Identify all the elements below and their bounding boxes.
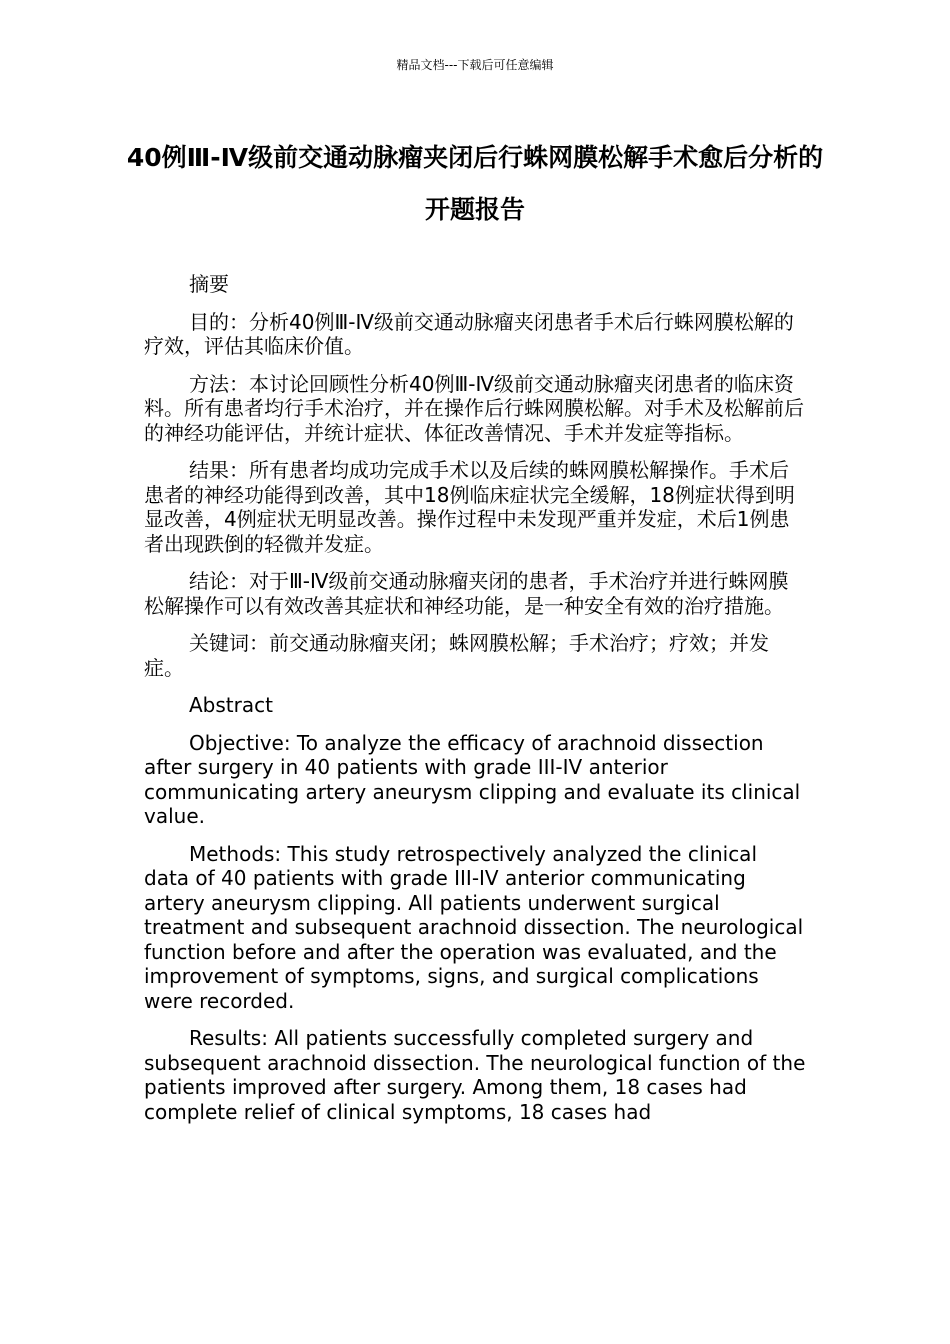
abstract-en-objective: Objective: To analyze the efficacy of arachnoid dissection after surgery in 40 patients with grade III-IV anterior communicating artery aneurysm clipping and evaluate its clinical value. <box>144 730 801 828</box>
document-title: 40例Ⅲ-Ⅳ级前交通动脉瘤夹闭后行蛛网膜松解手术愈后分析的开题报告 <box>126 143 824 224</box>
abstract-cn-conclusion: 结论：对于Ⅲ-Ⅳ级前交通动脉瘤夹闭的患者，手术治疗并进行蛛网膜松解操作可以有效改善其症状和神经功能，是一种安全有效的治疗措施。 <box>144 569 789 618</box>
abstract-cn-objective: 目的：分析40例Ⅲ-Ⅳ级前交通动脉瘤夹闭患者手术后行蛛网膜松解的疗效，评估其临床价值。 <box>144 309 794 358</box>
abstract-en-heading: Abstract <box>189 693 273 717</box>
abstract-cn-methods: 方法：本讨论回顾性分析40例Ⅲ-Ⅳ级前交通动脉瘤夹闭患者的临床资料。所有患者均行手术治疗，并在操作后行蛛网膜松解。对手术及松解前后的神经功能评估，并统计症状、体征改善情况、手术并发症等指标。 <box>144 371 804 445</box>
abstract-cn-results: 结果：所有患者均成功完成手术以及后续的蛛网膜松解操作。手术后患者的神经功能得到改善，其中18例临床症状完全缓解，18例症状得到明显改善，4例症状无明显改善。操作过程中未发现严重并发症，术后1例患者出现跌倒的轻微并发症。 <box>144 458 795 556</box>
document-body <box>144 272 807 1137</box>
abstract-en-methods: Methods: This study retrospectively analyzed the clinical data of 40 patients with grade III-IV anterior communicating artery aneurysm clipping. All patients underwent surgical treatment and subsequent arachnoid dissection. The neurological function before and after the operation was evaluated, and the improvement of symptoms, signs, and surgical complications were recorded. <box>144 841 804 1013</box>
abstract-en-results: Results: All patients successfully completed surgery and subsequent arachnoid dissection. The neurological function of the patients improved after surgery. Among them, 18 cases had complete relief of clinical symptoms, 18 cases had <box>144 1026 806 1124</box>
header-note: 精品文档---下载后可任意编辑 <box>396 58 554 72</box>
abstract-cn-keywords: 关键词：前交通动脉瘤夹闭；蛛网膜松解；手术治疗；疗效；并发症。 <box>144 631 769 680</box>
abstract-cn-heading: 摘要 <box>189 272 229 296</box>
